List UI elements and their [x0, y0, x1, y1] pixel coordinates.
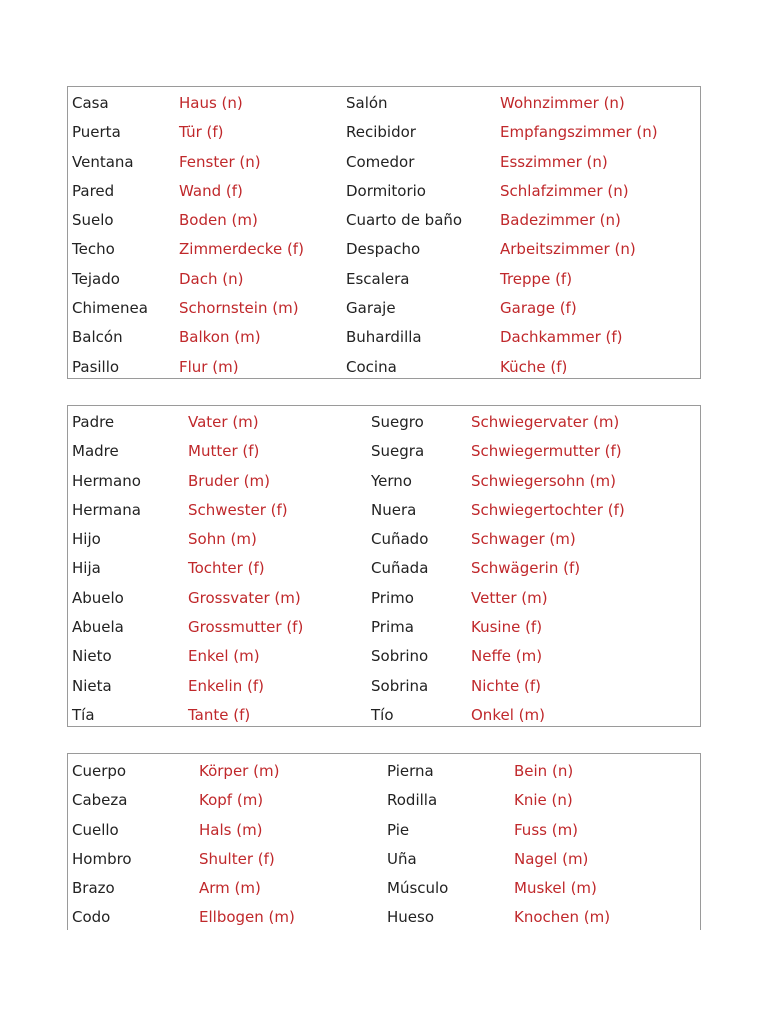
spanish-word-cell: Prima [371, 618, 414, 637]
german-translation-cell: Balkon (m) [179, 328, 261, 347]
german-translation-cell: Kopf (m) [199, 791, 264, 810]
spanish-word-cell: Suegra [371, 442, 425, 461]
table-row [68, 118, 700, 147]
german-translation-cell: Bein (n) [514, 762, 574, 780]
spanish-word-cell: Cocina [346, 357, 397, 376]
vocab-table-house [67, 86, 701, 379]
german-translation-cell: Zimmerdecke (f) [179, 240, 304, 259]
spanish-word-cell: Pierna [387, 762, 434, 780]
german-translation-cell: Knochen (m) [514, 908, 611, 927]
german-translation-cell: Tochter (f) [188, 559, 265, 578]
german-translation-cell: Wohnzimmer (n) [500, 94, 625, 112]
spanish-word-cell: Cuerpo [72, 762, 127, 780]
vocab-table-family [67, 405, 701, 727]
spanish-word-cell: Cabeza [72, 791, 128, 810]
spanish-word-cell: Tía [72, 705, 95, 724]
german-translation-cell: Schwiegertochter (f) [471, 500, 625, 519]
german-translation-cell: Ellbogen (m) [199, 908, 295, 927]
german-translation-cell: Knie (n) [514, 791, 573, 810]
german-translation-cell: Kusine (f) [471, 618, 543, 637]
spanish-word-cell: Hija [72, 559, 101, 578]
german-translation-cell: Schornstein (m) [179, 299, 299, 318]
spanish-word-cell: Cuarto de baño [346, 211, 463, 230]
spanish-word-cell: Hijo [72, 530, 101, 549]
spanish-word-cell: Salón [346, 94, 388, 112]
german-translation-cell: Schwager (m) [471, 530, 576, 549]
spanish-word-cell: Rodilla [387, 791, 438, 810]
german-translation-cell: Badezimmer (n) [500, 211, 621, 230]
table-row [68, 786, 700, 815]
spanish-word-cell: Tejado [72, 269, 120, 288]
spanish-word-cell: Abuela [72, 618, 124, 637]
german-translation-cell: Enkelin (f) [188, 676, 264, 695]
spanish-word-cell: Buhardilla [346, 328, 422, 347]
table-row [68, 554, 700, 583]
german-translation-cell: Schwiegersohn (m) [471, 471, 616, 490]
table-row [68, 874, 700, 903]
german-translation-cell: Küche (f) [500, 357, 568, 376]
spanish-word-cell: Tío [371, 705, 394, 724]
table-row [68, 177, 700, 206]
spanish-word-cell: Recibidor [346, 123, 416, 142]
table-row [68, 148, 700, 177]
german-translation-cell: Dach (n) [179, 269, 244, 288]
spanish-word-cell: Nuera [371, 500, 417, 519]
german-translation-cell: Vater (m) [188, 413, 259, 431]
german-translation-cell: Mutter (f) [188, 442, 260, 461]
spanish-word-cell: Suegro [371, 413, 424, 431]
table-row [68, 353, 700, 382]
german-translation-cell: Enkel (m) [188, 647, 260, 666]
table-row [68, 757, 700, 786]
german-translation-cell: Shulter (f) [199, 849, 275, 868]
spanish-word-cell: Ventana [72, 152, 134, 171]
spanish-word-cell: Hermano [72, 471, 141, 490]
spanish-word-cell: Sobrina [371, 676, 429, 695]
german-translation-cell: Fuss (m) [514, 820, 579, 839]
spanish-word-cell: Balcón [72, 328, 123, 347]
german-translation-cell: Bruder (m) [188, 471, 270, 490]
spanish-word-cell: Brazo [72, 879, 115, 898]
spanish-word-cell: Hueso [387, 908, 435, 927]
german-translation-cell: Tür (f) [179, 123, 224, 142]
german-translation-cell: Sohn (m) [188, 530, 257, 549]
spanish-word-cell: Uña [387, 849, 417, 868]
german-translation-cell: Dachkammer (f) [500, 328, 623, 347]
table-row [68, 437, 700, 466]
table-row [68, 265, 700, 294]
spanish-word-cell: Pared [72, 181, 115, 200]
spanish-word-cell: Músculo [387, 879, 449, 898]
table-row [68, 525, 700, 554]
german-translation-cell: Garage (f) [500, 299, 577, 318]
german-translation-cell: Körper (m) [199, 762, 280, 780]
spanish-word-cell: Casa [72, 94, 109, 112]
vocab-table-body [67, 753, 701, 930]
spanish-word-cell: Pie [387, 820, 410, 839]
german-translation-cell: Neffe (m) [471, 647, 543, 666]
german-translation-cell: Flur (m) [179, 357, 239, 376]
german-translation-cell: Empfangszimmer (n) [500, 123, 658, 142]
table-row [68, 584, 700, 613]
german-translation-cell: Arm (m) [199, 879, 261, 898]
german-translation-cell: Fenster (n) [179, 152, 261, 171]
spanish-word-cell: Nieta [72, 676, 112, 695]
spanish-word-cell: Madre [72, 442, 119, 461]
german-translation-cell: Haus (n) [179, 94, 243, 112]
german-translation-cell: Muskel (m) [514, 879, 597, 898]
german-translation-cell: Schwägerin (f) [471, 559, 581, 578]
german-translation-cell: Nichte (f) [471, 676, 542, 695]
german-translation-cell: Tante (f) [188, 705, 251, 724]
german-translation-cell: Schwiegervater (m) [471, 413, 620, 431]
table-row [68, 89, 700, 118]
german-translation-cell: Vetter (m) [471, 588, 548, 607]
spanish-word-cell: Pasillo [72, 357, 120, 376]
german-translation-cell: Schwester (f) [188, 500, 288, 519]
table-row [68, 672, 700, 701]
german-translation-cell: Nagel (m) [514, 849, 589, 868]
spanish-word-cell: Yerno [371, 471, 412, 490]
spanish-word-cell: Suelo [72, 211, 114, 230]
german-translation-cell: Grossmutter (f) [188, 618, 304, 637]
table-row [68, 816, 700, 845]
spanish-word-cell: Primo [371, 588, 414, 607]
spanish-word-cell: Sobrino [371, 647, 429, 666]
german-translation-cell: Wand (f) [179, 181, 243, 200]
german-translation-cell: Esszimmer (n) [500, 152, 608, 171]
spanish-word-cell: Nieto [72, 647, 112, 666]
table-row [68, 235, 700, 264]
spanish-word-cell: Chimenea [72, 299, 148, 318]
spanish-word-cell: Techo [72, 240, 115, 259]
spanish-word-cell: Codo [72, 908, 111, 927]
spanish-word-cell: Escalera [346, 269, 410, 288]
spanish-word-cell: Comedor [346, 152, 415, 171]
german-translation-cell: Schwiegermutter (f) [471, 442, 622, 461]
german-translation-cell: Hals (m) [199, 820, 263, 839]
german-translation-cell: Grossvater (m) [188, 588, 301, 607]
spanish-word-cell: Cuello [72, 820, 119, 839]
table-row [68, 496, 700, 525]
spanish-word-cell: Puerta [72, 123, 121, 142]
german-translation-cell: Treppe (f) [500, 269, 573, 288]
table-row [68, 613, 700, 642]
spanish-word-cell: Padre [72, 413, 115, 431]
table-row [68, 845, 700, 874]
german-translation-cell: Onkel (m) [471, 705, 545, 724]
table-row [68, 408, 700, 437]
table-row [68, 642, 700, 671]
spanish-word-cell: Cuñada [371, 559, 429, 578]
spanish-word-cell: Cuñado [371, 530, 429, 549]
german-translation-cell: Schlafzimmer (n) [500, 181, 629, 200]
table-row [68, 206, 700, 235]
spanish-word-cell: Dormitorio [346, 181, 426, 200]
spanish-word-cell: Despacho [346, 240, 421, 259]
table-row [68, 701, 700, 730]
table-row [68, 323, 700, 352]
spanish-word-cell: Garaje [346, 299, 396, 318]
spanish-word-cell: Abuelo [72, 588, 124, 607]
spanish-word-cell: Hermana [72, 500, 141, 519]
german-translation-cell: Boden (m) [179, 211, 258, 230]
table-row [68, 903, 700, 932]
table-row [68, 467, 700, 496]
spanish-word-cell: Hombro [72, 849, 132, 868]
german-translation-cell: Arbeitszimmer (n) [500, 240, 636, 259]
table-row [68, 294, 700, 323]
